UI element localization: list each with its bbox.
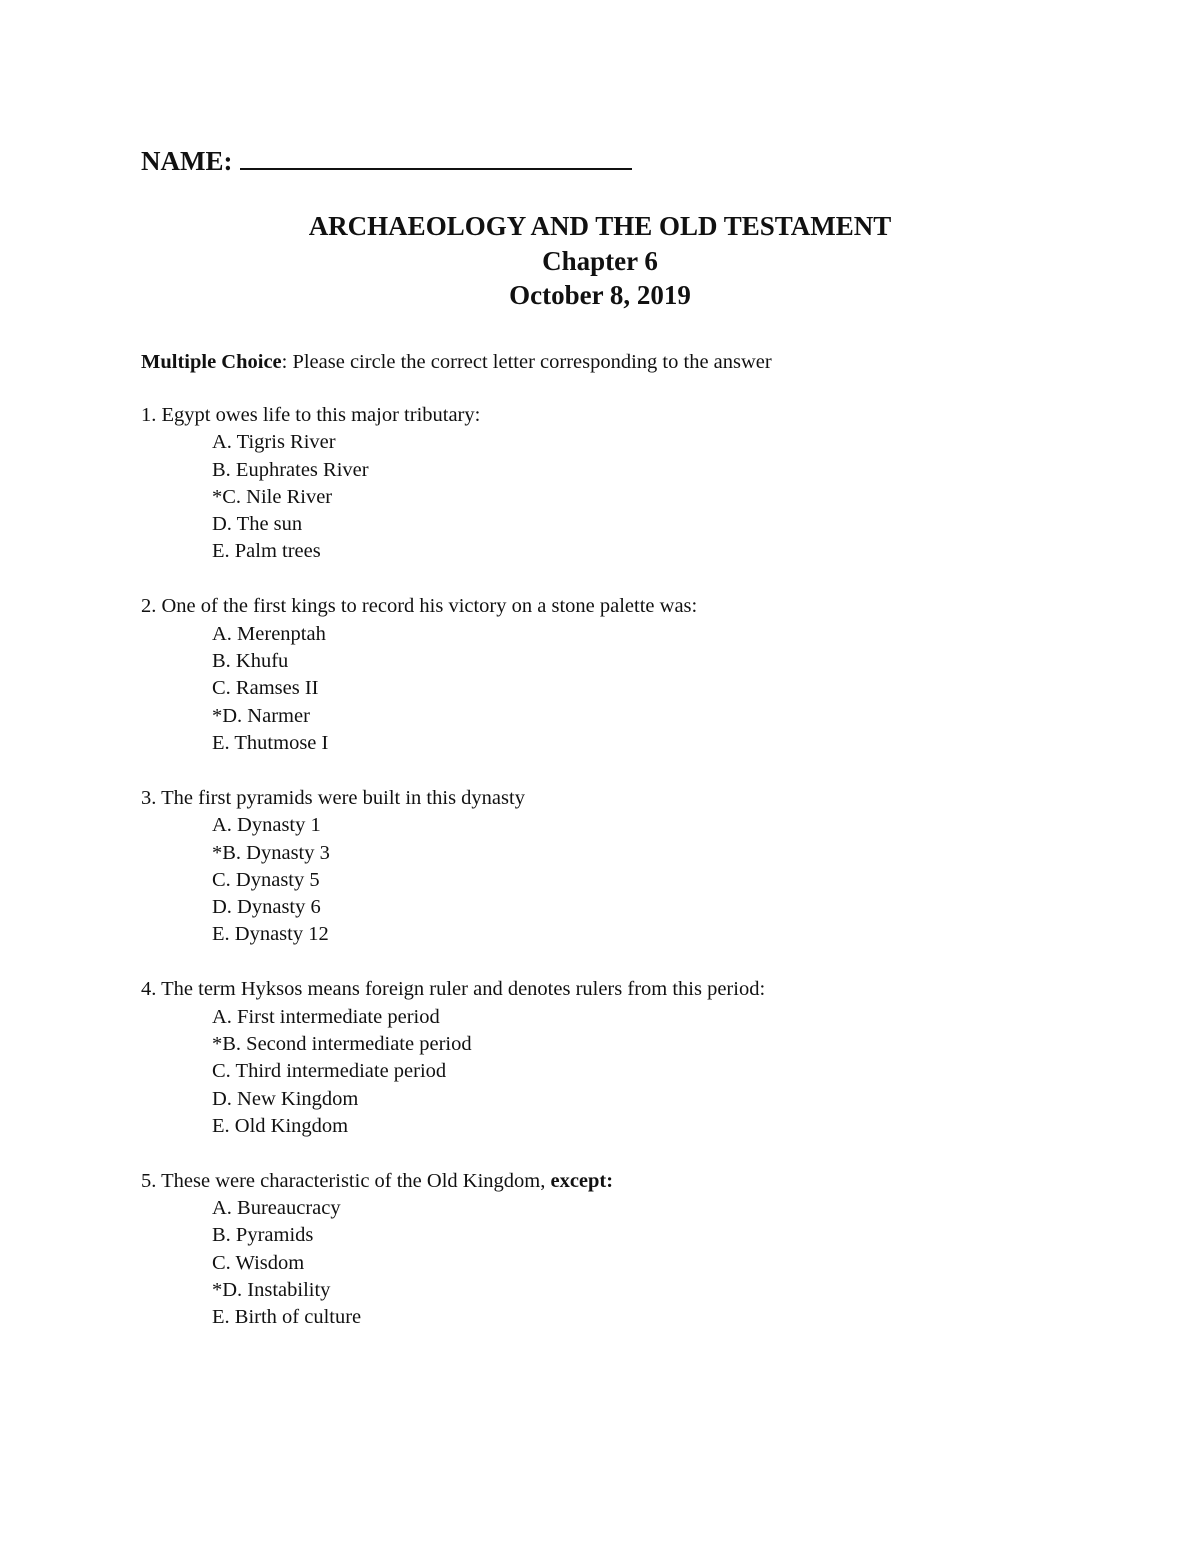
answer-option: E. Birth of culture bbox=[212, 1306, 362, 1329]
answer-option: A. First intermediate period bbox=[212, 1005, 440, 1028]
answer-option: A. Merenptah bbox=[212, 622, 326, 645]
answer-option: C. Dynasty 5 bbox=[212, 868, 320, 891]
answer-option: B. Euphrates River bbox=[212, 458, 369, 481]
answer-option: E. Old Kingdom bbox=[212, 1114, 349, 1137]
answer-option: *D. Narmer bbox=[212, 704, 310, 727]
question-4 bbox=[141, 976, 1141, 1140]
answer-option: E. Palm trees bbox=[212, 540, 321, 563]
question-list bbox=[141, 402, 1141, 1359]
question-stem: 3. The first pyramids were built in this dynasty bbox=[141, 786, 525, 809]
answer-option: A. Tigris River bbox=[212, 431, 336, 454]
answer-option: D. New Kingdom bbox=[212, 1087, 359, 1110]
question-2 bbox=[141, 593, 1141, 757]
question-stem: 4. The term Hyksos means foreign ruler and denotes rulers from this period: bbox=[141, 978, 766, 1001]
instructions-text: : Please circle the correct letter corresponding to the answer bbox=[281, 351, 772, 373]
question-stem: 2. One of the first kings to record his victory on a stone palette was: bbox=[141, 595, 698, 618]
answer-option: E. Dynasty 12 bbox=[212, 923, 329, 946]
answer-option: D. Dynasty 6 bbox=[212, 896, 321, 919]
instructions bbox=[141, 348, 772, 376]
question-stem: 1. Egypt owes life to this major tributary: bbox=[141, 404, 481, 426]
answer-option: *C. Nile River bbox=[212, 485, 333, 508]
chapter-label: Chapter 6 bbox=[542, 245, 658, 276]
question-stem-text: 5. These were characteristic of the Old Kingdom, bbox=[141, 1169, 551, 1192]
name-label: NAME: bbox=[141, 146, 233, 176]
question-1 bbox=[141, 402, 1141, 566]
name-field bbox=[141, 142, 632, 179]
answer-option: A. Dynasty 1 bbox=[212, 814, 321, 837]
document-title: ARCHAEOLOGY AND THE OLD TESTAMENT bbox=[308, 211, 892, 241]
answer-option: B. Pyramids bbox=[212, 1224, 314, 1247]
document-header bbox=[0, 209, 1200, 313]
instructions-label: Multiple Choice bbox=[141, 351, 282, 373]
answer-option: C. Third intermediate period bbox=[212, 1060, 447, 1083]
answer-option: *B. Second intermediate period bbox=[212, 1033, 472, 1055]
exam-date: October 8, 2019 bbox=[509, 280, 691, 310]
answer-option: A. Bureaucracy bbox=[212, 1197, 341, 1220]
answer-option: C. Ramses II bbox=[212, 677, 319, 700]
question-5 bbox=[141, 1168, 1141, 1332]
answer-option: D. The sun bbox=[212, 513, 303, 536]
answer-option: *B. Dynasty 3 bbox=[212, 841, 330, 864]
answer-option: E. Thutmose I bbox=[212, 731, 329, 754]
question-3 bbox=[141, 785, 1141, 949]
question-stem bbox=[141, 1168, 1141, 1195]
question-stem-emphasis: except: bbox=[550, 1169, 614, 1192]
answer-option: B. Khufu bbox=[212, 650, 289, 673]
answer-option: C. Wisdom bbox=[212, 1251, 305, 1274]
answer-option: *D. Instability bbox=[212, 1279, 331, 1302]
name-blank-line[interactable] bbox=[240, 142, 632, 170]
